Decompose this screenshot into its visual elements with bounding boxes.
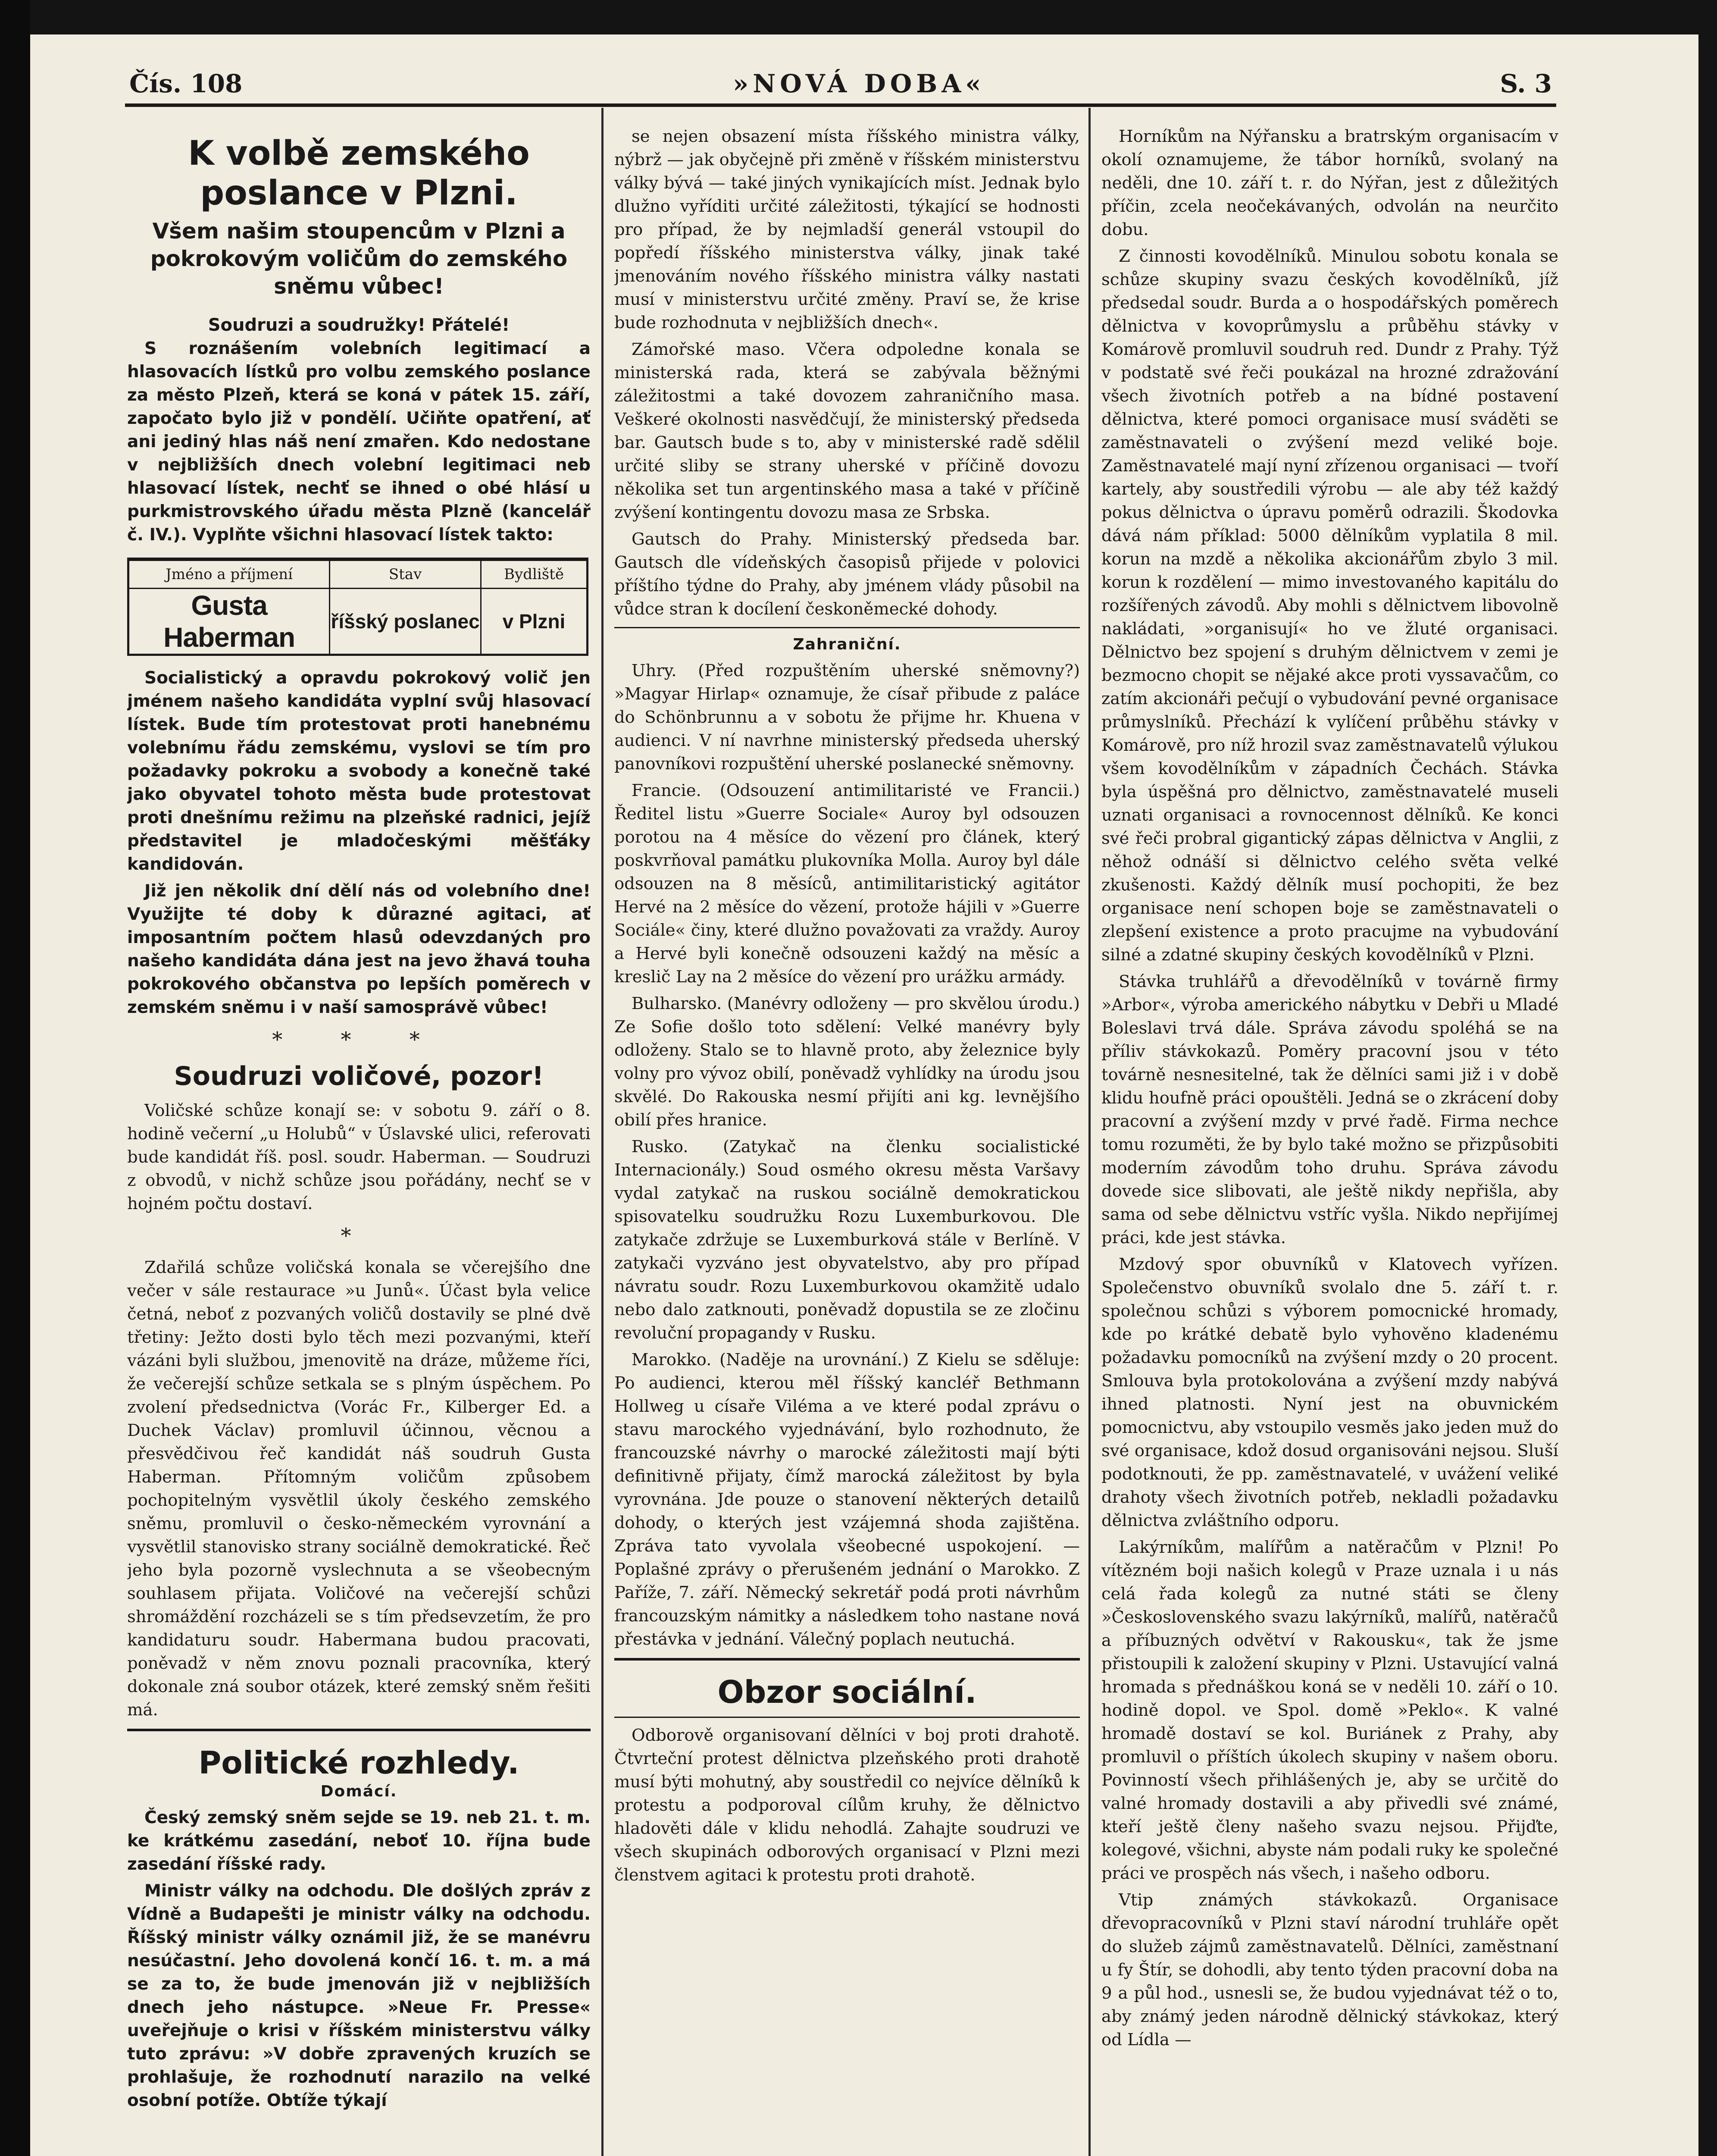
heading-social-review: Obzor sociální. (717, 1674, 977, 1710)
heading-voters: Soudruzi voličové, pozor! (174, 1061, 544, 1091)
ballot-header-residence: Bydliště (481, 559, 587, 589)
greeting: Soudruzi a soudružky! Přátelé! (208, 315, 510, 335)
ballot-candidate-name: Gusta Haberman (128, 589, 330, 655)
section-rule (614, 1717, 1080, 1718)
ballot-sample (127, 558, 588, 656)
paragraph-metalworkers: Z činnosti kovodělníků. Minulou sobotu konala se schůze skupiny svazu českých kovodělníků, jíž předsedal soudr. Burda a o hospodářských poměrech dělnictva v kovoprůmyslu a průběhu stávky v Komárově promluvil soudruh red. Dundr z Prahy. Týž v podstatě své řeči poukázal na hrozné zdražování všech životních potřeb a na bídné postavení dělnictva, které pomoci organisace musí sváděti se zaměstnavateli o zvýšení mezd veliké boje. Zaměstnavatelé mají nyní zřízenou organisaci — tvoří kartely, aby soustředili výrobu — ale aby též každý pokus dělnictva o úpravu poměrů odrazili. Škodovka dává nám příklad: 5000 dělníkům vyplatila 8 mil. korun na mzdě a několika akcionářům zbylo 3 mil. korun k rozdělení — mimo investovaného kapitálu do rozšířených závodů. Aby mohli s dělnictvem libovolně nakládati, »organisují« ho ve žluté organisaci. Dělnictvo bez spojení s druhým dělnictvem v zemi je bezmocno chopit se nějaké akce proti vyssavačům, co zatím akcionáři pečují o vybudování pevné organisace průmyslníků. Přechází k vylíčení průběhu stávky v Komárově, pro níž hrozil svaz zaměstnavatelů výlukou všem kovodělníkům v západních Čechách. Stávka byla úspěšná pro dělnictvo, zaměstnavatelé museli uznati organisaci a rovnocennost dělníků. Ke konci své řeči probral gigantický zápas dělnictva v Anglii, z něhož odnáší si dělnictvo celého světa velké zkušenosti. Každý dělník musí pochopiti, že bez organisace není schopen boje se zaměstnavateli o zlepšení existence a proto pracujme na vybudování silné a zdatné skupiny českých kovodělníků v Plzni. (1101, 247, 1558, 965)
ballot-candidate-residence: v Plzni (481, 589, 587, 655)
paragraph-continuation: se nejen obsazení místa říšského ministra války, nýbrž — jak obyčejně při změně v říšském ministerstvu války bývá — také jiných vynikajících míst. Jednak bylo dlužno vyříditi určité záležitosti, týkající se hodnosti pro případ, že by nejmladší generál vstoupil do popředí říšského ministerstva války, jinak také jmenováním nového říšského ministra války nastati musí v ministerstvu určité změny. Praví se, že krise bude rozhodnuta v nejbližších dnech«. (614, 127, 1080, 332)
page-number: S. 3 (1500, 69, 1552, 98)
paragraph-hungary: Uhry. (Před rozpuštěním uherské sněmovny?) »Magyar Hirlap« oznamuje, že císař přibude z paláce do Schönbrunnu a v sobotu že přijme hr. Khuena v audienci. V ní navrhne ministerský předseda uherský panovníkovi rozpuštění uherské poslanecké sněmovny. (614, 661, 1080, 774)
paragraph-gautsch: Gautsch do Prahy. Ministerský předseda bar. Gautsch dle vídeňských časopisů přijede v polovici příštího týdne do Prahy, aby jménem vlády působil na vůdce stran k docílení českoněmecké dohody. (614, 530, 1080, 619)
paragraph-successful-meeting: Zdařilá schůze voličská konala se včerejšího dne večer v sále restaurace »u Junů«. Účast byla velice četná, neboť z pozvaných voličů dostavily se plné dvě třetiny: Ježto dosti bylo těch mezi pozvanými, kteří vázáni byli službou, jmenovitě na dráze, můžeme říci, že večerejší schůze setkala se s plným úspěchem. Po zvolení předsednictva (Vorác Fr., Kilberger Ed. a Duchek Václav) promluvil účinnou, věcnou a přesvědčivou řeč kandidát náš soudruh Gusta Haberman. Přítomným voličům způsobem pochopitelným vysvětlil úkoly českého zemského sněmu, promluvil o česko-německém vyrovnání a vysvětlil stanovisko strany sociálně demokratické. Řeč jeho byla pozorně vyslechnuta a se všeobecným souhlasem přijata. Voličové na večerejší schůzi shromáždění rozcházeli se s tím předsevzetím, že pro kandidaturu soudr. Habermana budou pracovati, poněvadž v něm znovu poznali pracovníka, který dokonale zná soubor otázek, které zemský sněm řešiti má. (127, 1258, 591, 1720)
header-rule (125, 103, 1556, 107)
paragraph-war-minister: Ministr války na odchodu. Dle došlých zpráv z Vídně a Budapešti je ministr války na odchodu. Říšský ministr války oznámil již, že se manévru nesúčastní. Jeho dovolená končí 16. t. m. a má se za to, že bude jmenován již v nejbližších dnech jeho nástupce. »Neue Fr. Presse« uveřejňuje o krisi v říšském ministerstvu války tuto zprávu: »V dobře zpravených kruzích se prohlašuje, že rozhodnutí narazilo na velké osobní potíže. Obtíže týkají (127, 1881, 591, 2110)
column-social (1101, 125, 1558, 2156)
section-rule (614, 1658, 1080, 1661)
section-separator: * (341, 1224, 377, 1248)
ballot-header-status: Stav (330, 559, 481, 589)
masthead-title: »NOVÁ DOBA« (733, 69, 985, 98)
column-divider (1088, 108, 1091, 2156)
paragraph-overseas-meat: Zámořské maso. Včera odpoledne konala se ministerská rada, která se zabývala běžnými záležitostmi a také dovozem zahraničního masa. Veškeré okolnosti nasvědčují, že ministerský předseda bar. Gautsch bude s to, aby v ministerské radě sdělil určité sliby se strany uherské v příčině dovozu několika set tun argentinského masa a také v příčině zvýšení kontingentu dovozu masa ze Srbska. (614, 340, 1080, 522)
heading-political-review: Politické rozhledy. (198, 1745, 519, 1781)
paragraph-painters: Lakýrníkům, malířům a natěračům v Plzni! Po vítězném boji našich kolegů v Praze uznala i u nás celá řada kolegů za nutné státi se členy »Československého svazu lakýrníků, malířů, natěračů a příbuzných odvětví v Rakousku«, tak že jsme přistoupili k založení skupiny v Plzni. Ustavující valná hromada s přednáškou koná se v neděli 10. září o 10. hodině dopol. ve Spol. domě »Peklo«. K valné hromadě dostaví se kol. Buriánek z Prahy, aby promluvil o příštích úkolech skupiny v našem oboru. Povinností všech přihlášených je, aby se určitě do valné hromady dostavili a aby přivedli své známé, kteří ještě členy našeho svazu nejsou. Přijďte, kolegové, všichni, abyste nám podali ruky ke společné práci ve prospěch nás všech, i našeho odboru. (1101, 1538, 1558, 1883)
paragraph-intro: S roznášením volebních legitimací a hlasovacích lístků pro volbu zemského poslance za město Plzeň, která se koná v pátek 15. září, započato bylo již v pondělí. Učiňte opatření, ať ani jediný hlas náš není zmařen. Kdo nedostane v nejbližších dnech volební legitimaci neb hlasovací lístek, nechť se ihned o obé hlásí u purkmistrovského úřadu města Plzně (kancelář č. IV.). Vyplňte všichni hlasovací lístek takto: (127, 339, 591, 545)
subheading-domestic: Domácí. (320, 1783, 397, 1800)
headline-election: K volbě zemského poslance v Plzni. (188, 134, 530, 213)
subheading-foreign: Zahraniční. (793, 636, 901, 653)
paragraph-diet: Český zemský sněm sejde se 19. neb 21. t. m. ke krátkému zasedání, neboť 10. října bude zasedání říšské rady. (127, 1808, 591, 1874)
page-header (129, 65, 1552, 108)
column-news (614, 125, 1080, 2156)
paragraph-strikebreakers: Vtip známých stávkokazů. Organisace dřevopracovníků v Plzni staví národní truhláře opět do služeb zájmů zaměstnavatelů. Dělníci, zaměstnaní u fy Štír, se dohodli, aby tento týden pracovní doba na 9 a půl hod., usnesli se, že budou vyjednávat též o to, aby známý jeden národně dělnický stávkokaz, který od Lídla — (1101, 1890, 1558, 2049)
issue-number: Čís. 108 (129, 69, 243, 98)
section-rule (127, 1729, 591, 1731)
paragraph-shoemakers-dispute: Mzdový spor obuvníků v Klatovech vyřízen. Společenstvo obuvníků svolalo dne 5. září t. r. společnou schůzi s výborem pomocnické hromady, kde po krátké debatě bylo vyhověno kladenému požadavku pomocníků na zvýšení mzdy o 20 procent. Smlouva byla protokolována a zvýšení mzdy nabývá ihned platnosti. Nyní jest na obuvnickém pomocnictvu, aby vstoupilo vesměs jako jeden muž do své organisace, kdož dosud organisováni nejsou. Sluší podotknouti, že pp. zaměstnavatelé, v uvážení veliké drahoty všech životních potřeb, nekladli požadavku dělnictva zvláštního odporu. (1101, 1255, 1558, 1530)
scan-border (0, 0, 30, 2156)
paragraph-voter: Socialistický a opravdu pokrokový volič jen jménem našeho kandidáta vyplní svůj hlasovací lístek. Bude tím protestovat proti hanebnému volebnímu řádu zemskému, vyslovi se tím pro požadavky pokroku a svobody a konečně také jako obyvatel tohoto města bude protestovat proti dnešnímu režimu na plzeňské radnici, jejíž představitel je mladočeskými měšťáky kandidován. (127, 668, 591, 874)
column-election (127, 125, 591, 2156)
paragraph-russia: Rusko. (Zatykač na členku socialistické Internacionály.) Soud osmého okresu města Varšavy vydal zatykač na ruskou sociálně demokratickou spisovatelku soudružku Rozu Luxemburkovou. Dle zatykače zdržuje se Luxemburková stále v Berlíně. V zatykači vyzváno jest obyvatelstvo, aby pro případ návratu soudr. Rozu Luxemburkovou okamžitě udalo nebo dalo zatknouti, poněvadž dopustila se ze zločinu revoluční propagandy v Rusku. (614, 1137, 1080, 1343)
paragraph-bulgaria: Bulharsko. (Manévry odloženy — pro skvělou úrodu.) Ze Sofie došlo toto sdělení: Velké manévry byly odloženy. Stalo se to hlavně proto, aby železnice byly volny pro vývoz obilí, poněvadž vyhlídky na úrodu jsou skvělé. Do Rakouska nesmí přijíti ani kg. levnějšího obilí přes hranice. (614, 994, 1080, 1130)
paragraph-france: Francie. (Odsouzení antimilitaristé ve Francii.) Ředitel listu »Guerre Sociale« Auroy byl odsouzen porotou na 4 měsíce do vězení pro článek, který poskvrňoval památku plukovníka Molla. Auroy byl dále odsouzen na 8 měsíců, antimilitaristický agitátor Hervé na 2 měsíce do vězení, protože hájili v »Guerre Sociále« činy, které dlužno považovati za vraždy. Auroy a Hervé byli konečně odsouzeni každý na měsíc a kreslič Lay na 2 měsíce do vězení pro urážku armády. (614, 781, 1080, 987)
section-separator: * * * (272, 1028, 446, 1052)
ballot-candidate-status: říšský poslanec (330, 589, 481, 655)
column-divider (601, 108, 604, 2156)
paragraph-carpenters-strike: Stávka truhlářů a dřevodělníků v továrně firmy »Arbor«, výroba amerického nábytku v Debři u Mladé Boleslavi trvá dále. Správa závodu spoléhá se na příliv stávkokazů. Poměry pracovní jsou v této továrně nesnesitelné, tak že dělníci sami již i v době klidu houfně práci opouštěli. Jedná se o zkrácení doby pracovní a zvýšení mzdy v prvé řadě. Firma nechce tomu rozuměti, že by bylo také možno se přizpůsobiti moderním závodům toho druhu. Správa závodu dovede sice slibovati, ale ještě nikdy nepřišla, aby sama od sebe dělnictvu vstříc vyšla. Nikdo nepřijímej práci, kde jest stávka. (1101, 972, 1558, 1247)
paragraph-days: Již jen několik dní dělí nás od volebního dne! Využijte té doby k důrazné agitaci, ať imposantním počtem hlasů odevzdaných pro našeho kandidáta dána jest na jevo žhavá touha pokrokového občanstva po lepších poměrech v zemském sněmu i v naší samosprávě vůbec! (127, 881, 591, 1017)
ballot-header-name: Jméno a příjmení (128, 559, 330, 589)
paragraph-miners: Horníkům na Nýřansku a bratrským organisacím v okolí oznamujeme, že tábor horníků, svolaný na neděli, dne 10. září t. r. do Nýřan, jest z důležitých příčin, zcela neočekávaných, odvolán na neurčito dobu. (1101, 127, 1558, 239)
paragraph-organized-workers: Odborově organisovaní dělníci v boj proti drahotě. Čtvrteční protest dělnictva plzeňského proti drahotě musí býti mohutný, aby soustředil co nejvíce dělníků k protestu a podporoval cílům kruhy, že dělnictvo hladověti dále v klidu nehodlá. Zahajte soudruzi ve všech skupinách odborových organisací v Plzni mezi členstvem agitaci k protestu proti drahotě. (614, 1726, 1080, 1885)
paragraph-meetings: Voličské schůze konají se: v sobotu 9. září o 8. hodině večerní „u Holubů“ v Úslavské ulici, referovati bude kandidát říš. posl. soudr. Haberman. — Soudruzi z obvodů, v nichž schůze jsou pořádány, nechť se v hojném počtu dostaví. (127, 1101, 591, 1213)
subheadline-election: Všem našim stoupencům v Plzni a pokrokovým voličům do zemského sněmu vůbec! (150, 219, 568, 299)
section-rule (614, 627, 1080, 628)
paragraph-morocco: Marokko. (Naděje na urovnání.) Z Kielu se sděluje: Po audienci, kterou měl říšský kancléř Bethmann Hollweg u císaře Viléma a ve které podal zprávu o stavu marockého vyjednávání, bylo rozhodnuto, že francouzské návrhy o marocké záležitosti mají býti definitivně přijaty, čímž marocká záležitost by byla vyrovnána. Jde pouze o stanovení některých detailů dohody, o kterých jest vzájemná shoda zajištěna. Zpráva tato vyvolala všeobecné uspokojení. — Poplašné zprávy o přerušeném jednání o Marokko. Z Paříže, 7. září. Německý sekretář podá proti návrhům francouzským námitky a následkem toho nastane nová přestávka v jednání. Válečný poplach neutuchá. (614, 1350, 1080, 1649)
